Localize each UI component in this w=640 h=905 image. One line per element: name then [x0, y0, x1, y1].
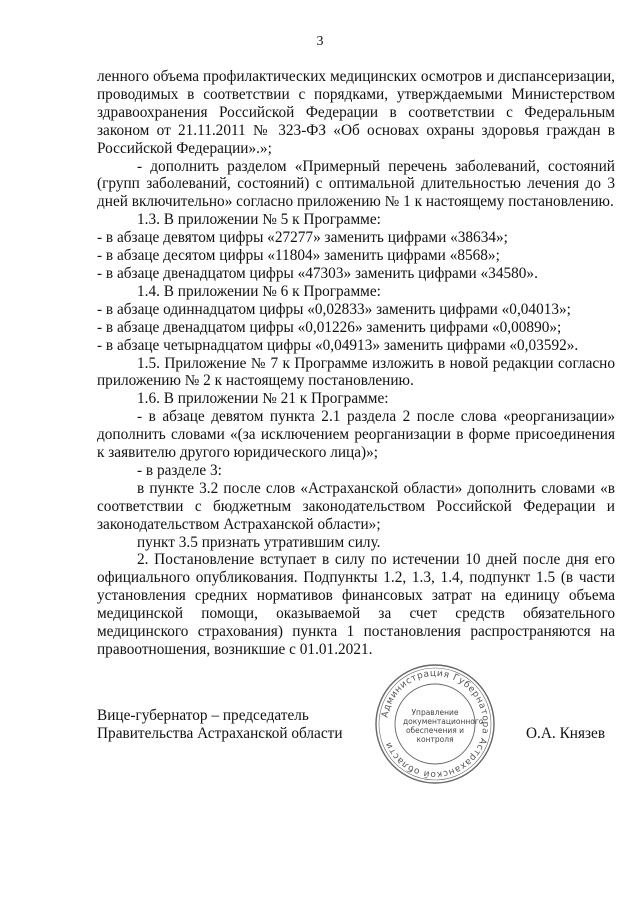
paragraph: 1.5. Приложение № 7 к Программе изложить в новой редакции согласно приложению № 2 к настоящему постановлению.	[97, 354, 615, 390]
paragraph: 1.3. В приложении № 5 к Программе:	[137, 211, 381, 229]
paragraph: в пункте 3.2 после слов «Астраханской области» дополнить словами «в соответствии с бюджетным законодательством Российской Федерации и законодательством Астраханской области»;	[97, 479, 615, 533]
stamp-center-text: Управление документационного обеспечения и контроля	[403, 708, 484, 744]
paragraph: пункт 3.5 признать утратившим силу.	[137, 533, 381, 551]
paragraph: 1.6. В приложении № 21 к Программе:	[137, 390, 389, 408]
paragraph: - дополнить разделом «Примерный перечень заболеваний, состояний (групп заболеваний, состояний) с оптимальной длительностью лечения до 3 дней включительно» согласно приложению № 1 к настоящему постановлению.	[97, 157, 615, 211]
paragraph: 1.4. В приложении № 6 к Программе:	[137, 282, 381, 300]
paragraph: - в абзаце десятом цифры «11804» заменить цифрами «8568»;	[97, 247, 500, 265]
paragraph: - в абзаце девятом пункта 2.1 раздела 2 после слова «реорганизации» дополнить словами «(за исключением реорганизации в форме присоединения к заявителю другого юридического лица)»;	[97, 408, 615, 462]
signatory-title-line1: Вице-губернатор – председатель	[97, 707, 309, 724]
stamp-ring-text: Администрация Губернатора Астраханской области	[380, 668, 491, 780]
paragraph: ленного объема профилактических медицинских осмотров и диспансеризации, проводимых в соответствии с порядками, утверждаемыми Министерством здравоохранения Российской Федерации в соответствии с Федеральным законом от 21.11.2011 № 323-ФЗ «Об основах охраны здоровья граждан в Российской Федерации».»;	[97, 68, 615, 157]
signatory-name: О.А. Князев	[526, 725, 606, 742]
page-number: 3	[316, 34, 324, 49]
document-body	[97, 68, 615, 659]
paragraph: - в разделе 3:	[137, 461, 222, 479]
paragraph: - в абзаце четырнадцатом цифры «0,04913» заменить цифрами «0,03592».	[97, 336, 579, 354]
signatory-title-line2: Правительства Астраханской области	[97, 725, 343, 742]
paragraph: 2. Постановление вступает в силу по истечении 10 дней после дня его официального опубликования. Подпункты 1.2, 1.3, 1.4, подпункт 1.5 (в части установления средних нормативов финансовых затрат на единицу объема медицинской помощи, оказываемой за счет средств обязательного медицинского страхования) пункта 1 постановления распространяются на правоотношения, возникшие с 01.01.2021.	[97, 551, 615, 658]
signature-block	[97, 707, 343, 743]
paragraph: - в абзаце двенадцатом цифры «0,01226» заменить цифрами «0,00890»;	[97, 318, 562, 336]
paragraph: - в абзаце двенадцатом цифры «47303» заменить цифрами «34580».	[97, 264, 538, 282]
paragraph: - в абзаце одиннадцатом цифры «0,02833» заменить цифрами «0,04013»;	[97, 300, 571, 318]
paragraph: - в абзаце девятом цифры «27277» заменить цифрами «38634»;	[97, 229, 508, 247]
